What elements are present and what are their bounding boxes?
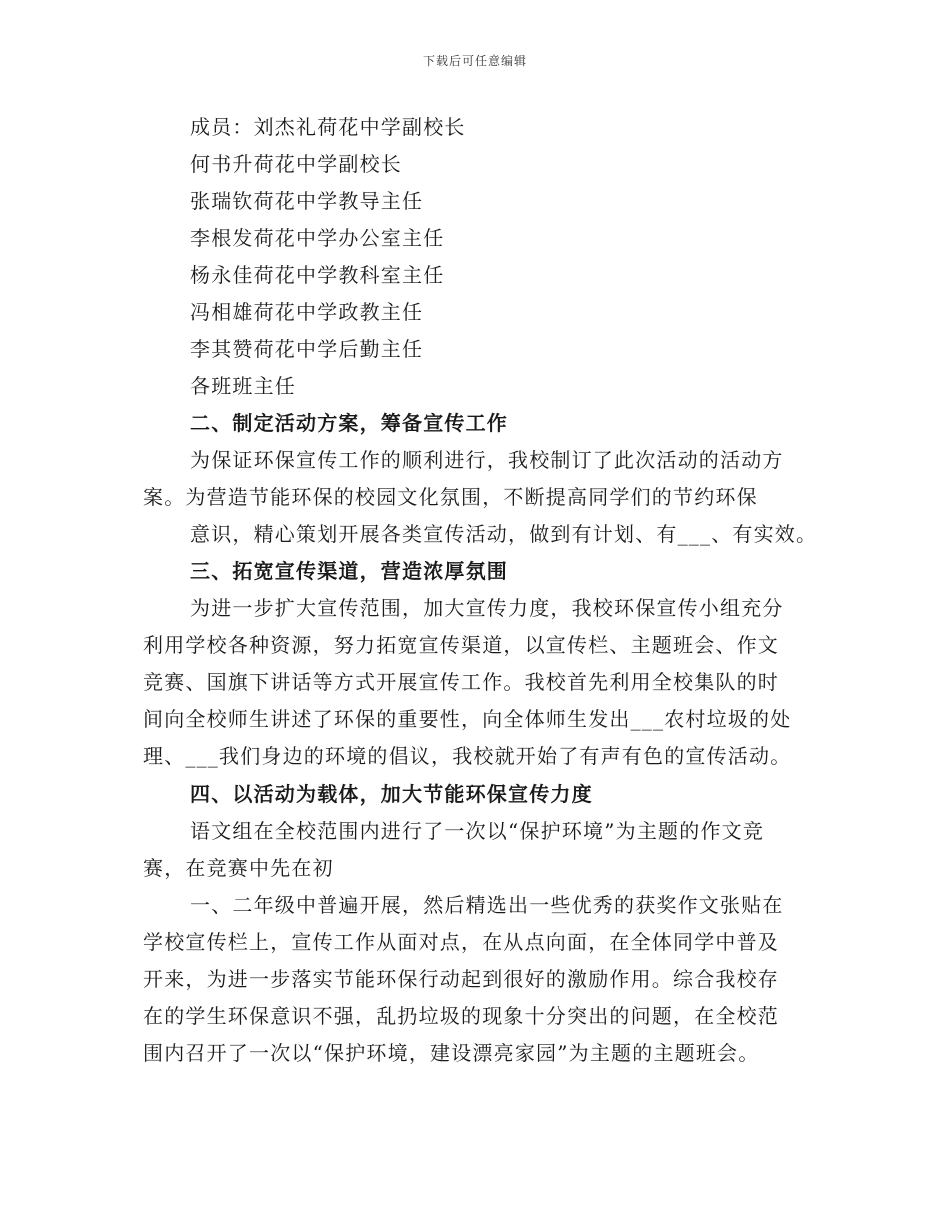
paragraph-line: 为保证环保宣传工作的顺利进行，我校制订了此次活动的活动方 [190, 448, 784, 472]
paragraph-line: 学校宣传栏上，宣传工作从面对点，在从点向面，在全体同学中普及 [143, 930, 779, 954]
paragraph-line: 赛，在竞赛中先在初 [143, 856, 334, 880]
member-line: 成员：刘杰礼荷花中学副校长 [190, 115, 466, 139]
page-header-note: 下载后可任意编辑 [422, 54, 527, 68]
paragraph-line: 在的学生环保意识不强，乱扔垃圾的现象十分突出的问题，在全校范 [143, 1004, 779, 1028]
member-line: 李其赞荷花中学后勤主任 [190, 337, 424, 361]
paragraph-line: 竞赛、国旗下讲话等方式开展宣传工作。我校首先利用全校集队的时 [143, 670, 779, 694]
paragraph-line: 语文组在全校范围内进行了一次以“保护环境”为主题的作文竞 [190, 819, 765, 843]
member-line: 冯相雄荷花中学政教主任 [190, 300, 424, 324]
member-line: 各班班主任 [190, 374, 296, 398]
paragraph-line: 一、二年级中普遍开展，然后精选出一些优秀的获奖作文张贴在 [190, 893, 784, 917]
paragraph-line: 为进一步扩大宣传范围，加大宣传力度，我校环保宣传小组充分 [190, 596, 784, 620]
section-heading: 三、拓宽宣传渠道，营造浓厚氛围 [190, 559, 508, 583]
section-heading: 四、以活动为载体，加大节能环保宣传力度 [190, 782, 593, 806]
paragraph-line: 开来，为进一步落实节能环保行动起到很好的激励作用。综合我校存 [143, 967, 779, 991]
member-line: 杨永佳荷花中学教科室主任 [190, 263, 445, 287]
paragraph-line: 意识，精心策划开展各类宣传活动，做到有计划、有___、有实效。 [190, 522, 818, 546]
member-line: 李根发荷花中学办公室主任 [190, 226, 445, 250]
paragraph-line: 间向全校师生讲述了环保的重要性，向全体师生发出___农村垃圾的处 [143, 707, 792, 731]
member-line: 何书升荷花中学副校长 [190, 152, 402, 176]
paragraph-line: 围内召开了一次以“保护环境，建设漂亮家园”为主题的主题班会。 [143, 1041, 760, 1065]
paragraph-line: 理、___我们身边的环境的倡议，我校就开始了有声有色的宣传活动。 [143, 744, 792, 768]
section-heading: 二、制定活动方案，筹备宣传工作 [190, 411, 508, 435]
paragraph-line: 利用学校各种资源，努力拓宽宣传渠道，以宣传栏、主题班会、作文 [143, 633, 779, 657]
paragraph-line: 案。为营造节能环保的校园文化氛围，不断提高同学们的节约环保 [143, 485, 758, 509]
member-line: 张瑞钦荷花中学教导主任 [190, 189, 424, 213]
